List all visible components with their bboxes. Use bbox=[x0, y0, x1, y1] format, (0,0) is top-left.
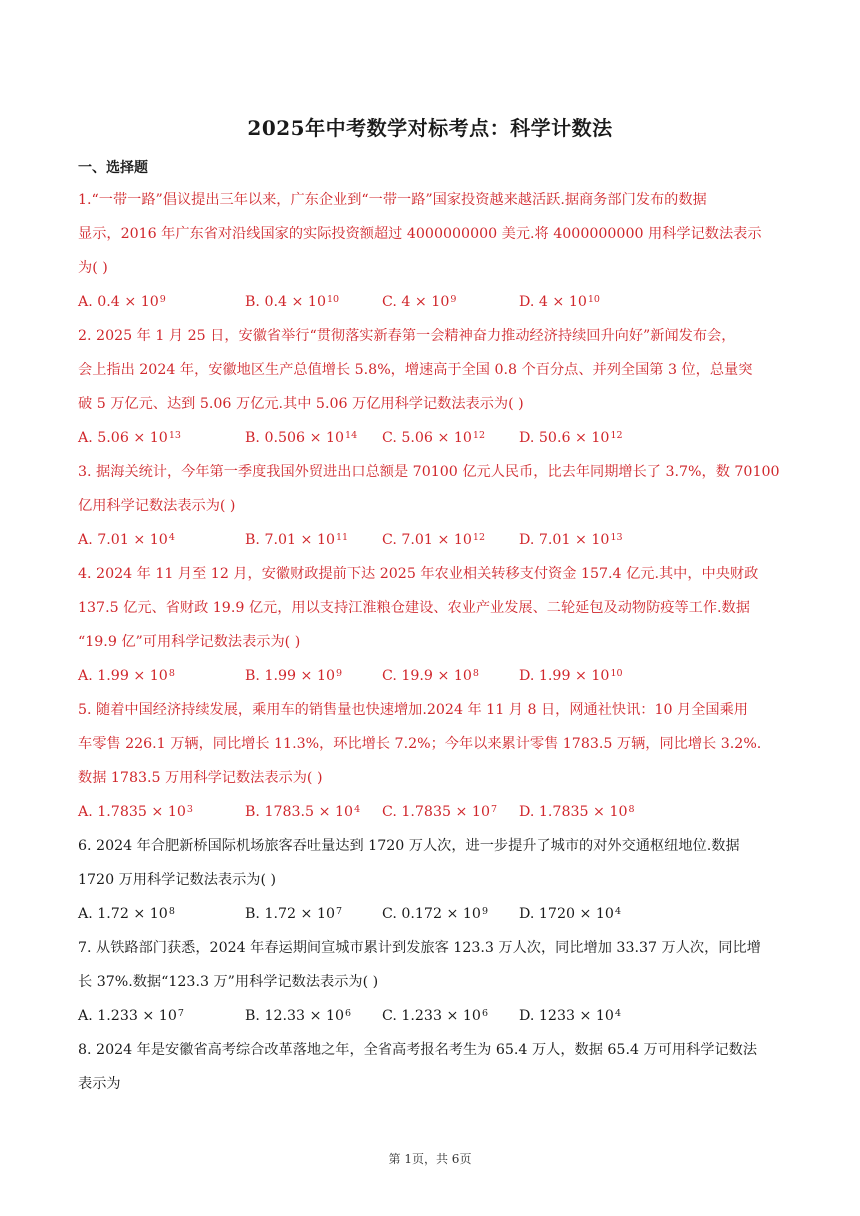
question-3-options bbox=[78, 530, 778, 550]
option-d[interactable]: D. $1233 \times 10^4$ bbox=[519, 1008, 622, 1024]
option-c[interactable]: C. $1.233 \times 10^6$ bbox=[382, 1008, 488, 1024]
question-6-line-2: 1720 万用科学记数法表示为( ) bbox=[78, 872, 277, 888]
question-1-line-3: 为( ) bbox=[78, 260, 108, 276]
question-6-options bbox=[78, 904, 778, 924]
option-b[interactable]: B. $12.33 \times 10^6$ bbox=[245, 1008, 352, 1024]
question-2-line-3: 破 5 万亿元、达到 5.06 万亿元.其中 5.06 万亿用科学记数法表示为( ) bbox=[78, 396, 524, 412]
question-8-line-2: 表示为 bbox=[78, 1076, 121, 1092]
option-a[interactable]: A. $1.7835 \times 10^3$ bbox=[78, 804, 193, 820]
option-b[interactable]: B. $1783.5 \times 10^4$ bbox=[245, 804, 361, 820]
option-c[interactable]: C. $7.01 \times 10^{12}$ bbox=[382, 532, 486, 548]
option-d[interactable]: D. $1.7835 \times 10^8$ bbox=[519, 804, 635, 820]
option-c[interactable]: C. $1.7835 \times 10^7$ bbox=[382, 804, 498, 820]
question-7-line-2: 长 37%.数据“123.3 万”用科学记数法表示为( ) bbox=[78, 974, 379, 990]
question-3-line-1: 3. 据海关统计，今年第一季度我国外贸进出口总额是 70100 亿元人民币，比去年同期增长了 3.7%，数 70100 bbox=[78, 464, 780, 480]
question-7-options bbox=[78, 1006, 778, 1026]
question-4-options bbox=[78, 666, 778, 686]
option-d[interactable]: D. $50.6 \times 10^{12}$ bbox=[519, 430, 623, 446]
section-heading: 一、选择题 bbox=[78, 160, 148, 176]
question-5-line-1: 5. 随着中国经济持续发展，乘用车的销售量也快速增加.2024 年 11 月 8 日，网通社快讯：10 月全国乘用 bbox=[78, 702, 748, 718]
option-b[interactable]: B. $7.01 \times 10^{11}$ bbox=[245, 532, 349, 548]
question-2-line-2: 会上指出 2024 年，安徽地区生产总值增长 5.8%，增速高于全国 0.8 个百分点、并列全国第 3 位，总量突 bbox=[78, 362, 753, 378]
option-a[interactable]: A. $1.99 \times 10^8$ bbox=[78, 668, 175, 684]
question-3-line-2: 亿用科学记数法表示为( ) bbox=[78, 498, 236, 514]
question-4-line-2: 137.5 亿元、省财政 19.9 亿元，用以支持江淮粮仓建设、农业产业发展、二轮延包及动物防疫等工作.数据 bbox=[78, 600, 750, 616]
option-d[interactable]: D. $4 \times 10^{10}$ bbox=[519, 294, 600, 310]
option-d[interactable]: D. $7.01 \times 10^{13}$ bbox=[519, 532, 623, 548]
option-c[interactable]: C. $5.06 \times 10^{12}$ bbox=[382, 430, 486, 446]
option-c[interactable]: C. $19.9 \times 10^8$ bbox=[382, 668, 479, 684]
option-a[interactable]: A. $0.4 \times 10^9$ bbox=[78, 294, 166, 310]
option-c[interactable]: C. $4 \times 10^9$ bbox=[382, 294, 457, 310]
question-1-options bbox=[78, 292, 778, 312]
option-c[interactable]: C. $0.172 \times 10^9$ bbox=[382, 906, 488, 922]
option-a[interactable]: A. $5.06 \times 10^{13}$ bbox=[78, 430, 181, 446]
question-7-line-1: 7. 从铁路部门获悉，2024 年春运期间宣城市累计到发旅客 123.3 万人次，同比增加 33.37 万人次，同比增 bbox=[78, 940, 761, 956]
question-5-line-2: 车零售 226.1 万辆，同比增长 11.3%，环比增长 7.2%；今年以来累计零售 1783.5 万辆，同比增长 3.2%. bbox=[78, 736, 762, 752]
option-d[interactable]: D. $1720 \times 10^4$ bbox=[519, 906, 622, 922]
question-1-line-1: 1.“一带一路”倡议提出三年以来，广东企业到“一带一路”国家投资越来越活跃.据商务部门发布的数据 bbox=[78, 192, 707, 208]
question-2-options bbox=[78, 428, 778, 448]
question-1-line-2: 显示，2016 年广东省对沿线国家的实际投资额超过 4000000000 美元.将 4000000000 用科学记数法表示 bbox=[78, 226, 762, 242]
question-2-line-1: 2. 2025 年 1 月 25 日，安徽省举行“贯彻落实新春第一会精神奋力推动经济持续回升向好”新闻发布会， bbox=[78, 328, 736, 344]
question-5-line-3: 数据 1783.5 万用科学记数法表示为( ) bbox=[78, 770, 323, 786]
option-a[interactable]: A. $1.72 \times 10^8$ bbox=[78, 906, 175, 922]
option-a[interactable]: A. $1.233 \times 10^7$ bbox=[78, 1008, 184, 1024]
page-footer: 第 1页，共 6页 bbox=[388, 1152, 472, 1166]
option-d[interactable]: D. $1.99 \times 10^{10}$ bbox=[519, 668, 623, 684]
question-6-line-1: 6. 2024 年合肥新桥国际机场旅客吞吐量达到 1720 万人次，进一步提升了城市的对外交通枢纽地位.数据 bbox=[78, 838, 740, 854]
option-b[interactable]: B. $0.506 \times 10^{14}$ bbox=[245, 430, 358, 446]
option-a[interactable]: A. $7.01 \times 10^4$ bbox=[78, 532, 175, 548]
question-5-options bbox=[78, 802, 778, 822]
question-4-line-1: 4. 2024 年 11 月至 12 月，安徽财政提前下达 2025 年农业相关转移支付资金 157.4 亿元.其中，中央财政 bbox=[78, 566, 759, 582]
page-title: 2025年中考数学对标考点：科学计数法 bbox=[247, 116, 613, 140]
option-b[interactable]: B. $0.4 \times 10^{10}$ bbox=[245, 294, 340, 310]
option-b[interactable]: B. $1.99 \times 10^9$ bbox=[245, 668, 343, 684]
option-b[interactable]: B. $1.72 \times 10^7$ bbox=[245, 906, 343, 922]
question-4-line-3: “19.9 亿”可用科学记数法表示为( ) bbox=[78, 634, 301, 650]
question-8-line-1: 8. 2024 年是安徽省高考综合改革落地之年，全省高考报名考生为 65.4 万人，数据 65.4 万可用科学记数法 bbox=[78, 1042, 758, 1058]
